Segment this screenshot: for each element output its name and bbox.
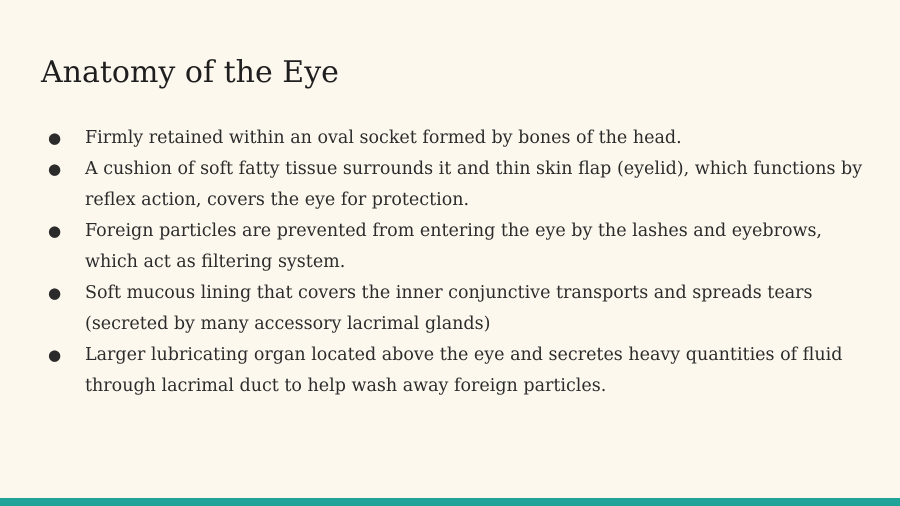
- bullet-text: Soft mucous lining that covers the inner conjunctive transports and spreads tears (secreted by many accessory lacrimal glands): [85, 283, 813, 334]
- bullet-text: A cushion of soft fatty tissue surrounds it and thin skin flap (eyelid), which functions by reflex action, covers the eye for protection.: [85, 159, 863, 210]
- bullet-icon: ●: [48, 129, 62, 147]
- bullet-text: Firmly retained within an oval socket formed by bones of the head.: [85, 128, 682, 148]
- bullet-list: [0, 123, 900, 402]
- bullet-item: [0, 154, 900, 216]
- bullet-item: [0, 216, 900, 278]
- bullet-text: Foreign particles are prevented from entering the eye by the lashes and eyebrows, which act as filtering system.: [85, 221, 822, 272]
- bullet-item: [0, 123, 900, 154]
- bullet-icon: ●: [48, 160, 62, 178]
- bullet-icon: ●: [48, 222, 62, 240]
- bullet-icon: ●: [48, 284, 62, 302]
- bullet-icon: ●: [48, 346, 62, 364]
- bullet-text: Larger lubricating organ located above the eye and secretes heavy quantities of fluid through lacrimal duct to help wash away foreign particles.: [85, 345, 843, 396]
- bullet-item: [0, 340, 900, 402]
- bullet-item: [0, 278, 900, 340]
- bottom-accent-bar: [0, 498, 900, 506]
- slide-title: Anatomy of the Eye: [41, 55, 339, 90]
